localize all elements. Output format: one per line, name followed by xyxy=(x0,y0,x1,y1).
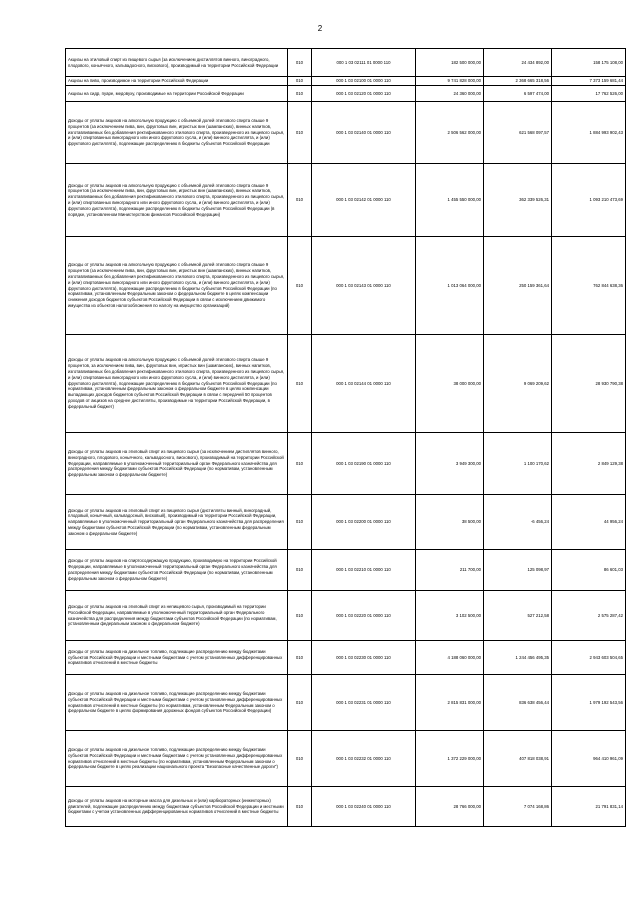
row-classification-code: 000 1 03 02220 01 0000 110 xyxy=(312,591,416,641)
row-executed: 1 100 170,62 xyxy=(484,433,552,495)
row-unexecuted: 964 410 961,09 xyxy=(552,731,626,787)
row-approved: 1 372 229 000,00 xyxy=(416,731,484,787)
row-classification-code: 000 1 03 02140 01 0000 110 xyxy=(312,102,416,164)
row-line-code: 010 xyxy=(288,787,312,827)
row-line-code: 010 xyxy=(288,164,312,237)
row-unexecuted: 762 844 638,36 xyxy=(552,237,626,335)
row-classification-code: 000 1 03 02143 01 0000 110 xyxy=(312,237,416,335)
table-row xyxy=(66,433,626,495)
row-approved: 1 013 064 000,00 xyxy=(416,237,484,335)
row-approved: 1 455 550 000,00 xyxy=(416,164,484,237)
row-classification-code: 000 1 03 02111 01 0000 110 xyxy=(312,49,416,77)
page-number: 2 xyxy=(317,24,323,33)
table-row xyxy=(66,675,626,731)
row-executed: 527 212,58 xyxy=(484,591,552,641)
row-unexecuted: 158 175 108,00 xyxy=(552,49,626,77)
row-executed: 621 568 097,57 xyxy=(484,102,552,164)
row-approved: 182 500 000,00 xyxy=(416,49,484,77)
table-row xyxy=(66,550,626,591)
row-unexecuted: 2 943 603 504,65 xyxy=(552,641,626,675)
row-unexecuted: 86 601,03 xyxy=(552,550,626,591)
row-line-code: 010 xyxy=(288,335,312,433)
row-name: Доходы от уплаты акцизов на алкогольную продукцию с объемной долей этилового спирта свыше 9 процентов (за исключением пива, вин, фруктовых вин, игристых вин (шампанских), винных напитков, изготавливаемых без добавления ректификованного этилового спирта, произведенного из пищевого сырья, и (или) спиртованных виноградного или иного фруктового сусла, и (или) винного дистиллята, и (или) фруктового дистиллята), подлежащие распределению в бюджеты субъектов Российской Федерации (в порядке, установленном Министерством финансов Российской Федерации) xyxy=(66,164,288,237)
row-approved: 2 815 831 000,00 xyxy=(416,675,484,731)
table-row xyxy=(66,641,626,675)
row-name: Акцизы на этиловый спирт из пищевого сырья (за исключением дистиллятов винного, виноградного, плодового, коньячного, кальвадосного, вискового), производимый на территории Российской Федерации xyxy=(66,49,288,77)
table-row xyxy=(66,495,626,550)
row-executed: 125 098,97 xyxy=(484,550,552,591)
row-name: Доходы от уплаты акцизов на алкогольную продукцию с объемной долей этилового спирта свыше 9 процентов (за исключением пива, вин, фруктовых вин, игристых вин (шампанских), винных напитков, изготавливаемых без добавления ректификованного этилового спирта, произведенного из пищевого сырья, и (или) спиртованных виноградного или иного фруктового сусла, и (или) винного дистиллята, и (или) фруктового дистиллята), подлежащие распределению в бюджеты субъектов Российской Федерации xyxy=(66,102,288,164)
row-unexecuted: 28 930 790,38 xyxy=(552,335,626,433)
row-line-code: 010 xyxy=(288,591,312,641)
row-classification-code: 000 1 03 02120 01 0000 110 xyxy=(312,86,416,102)
row-executed: 24 434 892,00 xyxy=(484,49,552,77)
row-unexecuted: 1 884 993 902,43 xyxy=(552,102,626,164)
row-classification-code: 000 1 03 02200 01 0000 110 xyxy=(312,495,416,550)
table-row xyxy=(66,164,626,237)
row-line-code: 010 xyxy=(288,433,312,495)
row-name: Доходы от уплаты акцизов на дизельное топливо, подлежащие распределению между бюджетами субъектов Российской Федерации и местными бюджетами с учетом установленных дифференцированных нормативов отчислений в местные бюджеты (по нормативам, установленным Федеральным законом о федеральном бюджете в целях реализации национального проекта "Безопасные качественные дороги") xyxy=(66,731,288,787)
row-unexecuted: 44 956,24 xyxy=(552,495,626,550)
row-unexecuted: 7 373 159 681,44 xyxy=(552,77,626,86)
row-classification-code: 000 1 03 02240 01 0000 110 xyxy=(312,787,416,827)
row-approved: 3 102 500,00 xyxy=(416,591,484,641)
row-approved: 211 700,00 xyxy=(416,550,484,591)
row-executed: 362 339 526,31 xyxy=(484,164,552,237)
row-name: Доходы от уплаты акцизов на этиловый спирт из непищевого сырья, производимый на территории Российской Федерации, направляемые в уполномоченный территориальный орган Федерального казначейства для распределения между бюджетами субъектов Российской Федерации (по нормативам, установленным федеральным законом о федеральном бюджете) xyxy=(66,591,288,641)
row-line-code: 010 xyxy=(288,77,312,86)
row-unexecuted: 2 575 287,42 xyxy=(552,591,626,641)
row-unexecuted: 21 791 831,14 xyxy=(552,787,626,827)
row-executed: 2 368 665 318,56 xyxy=(484,77,552,86)
row-unexecuted: 1 979 192 543,56 xyxy=(552,675,626,731)
row-approved: 38 000 000,00 xyxy=(416,335,484,433)
table-row xyxy=(66,86,626,102)
row-classification-code: 000 1 03 02231 01 0000 110 xyxy=(312,675,416,731)
table-row xyxy=(66,237,626,335)
table-row xyxy=(66,591,626,641)
row-name: Доходы от уплаты акцизов на дизельное топливо, подлежащие распределению между бюджетами субъектов Российской Федерации и местными бюджетами с учетом установленных дифференцированных нормативов отчислений в местные бюджеты xyxy=(66,641,288,675)
row-classification-code: 000 1 03 02232 01 0000 110 xyxy=(312,731,416,787)
row-classification-code: 000 1 03 02190 01 0000 110 xyxy=(312,433,416,495)
row-executed: 7 074 168,86 xyxy=(484,787,552,827)
table-row xyxy=(66,102,626,164)
row-line-code: 010 xyxy=(288,731,312,787)
row-executed: -6 456,24 xyxy=(484,495,552,550)
row-name: Доходы от уплаты акцизов на этиловый спирт из пищевого сырья (за исключением дистиллятов винного, виноградного, плодового, коньячного, кальвадосного, вискового), производимый на территории Российской Федерации, направляемые в уполномоченный территориальный орган Федерального казначейства для распределения между бюджетами субъектов Российской Федерации (по нормативам, установленным федеральным законом о федеральном бюджете) xyxy=(66,433,288,495)
table-row xyxy=(66,787,626,827)
row-executed: 250 159 361,64 xyxy=(484,237,552,335)
row-executed: 407 818 038,91 xyxy=(484,731,552,787)
row-name: Доходы от уплаты акцизов на дизельное топливо, подлежащие распределению между бюджетами субъектов Российской Федерации и местными бюджетами с учетом установленных дифференцированных нормативов отчислений в местные бюджеты (по нормативам, установленным Федеральным законом о федеральном бюджете в целях формирования дорожных фондов субъектов Российской Федерации) xyxy=(66,675,288,731)
row-name: Доходы от уплаты акцизов на алкогольную продукцию с объемной долей этилового спирта свыше 9 процентов, за исключением пива, вин, фруктовых вин, игристых вин (шампанских), винных напитков, изготавливаемых без добавления ректификованного этилового спирта, произведенного из пищевого сырья, и (или) спиртованных виноградного или иного фруктового сусла, и (или) винного дистиллята, и (или) фруктового дистиллята), подлежащие распределению в бюджеты субъектов Российской Федерации (по нормативам, установленным федеральным законом о федеральном бюджете в целях компенсации выпадающих доходов бюджетов субъектов Российской Федерации в связи с передачей 50 процентов доходов от акцизов на среднее дистилляты, производимые на территории Российской Федерации, в федеральный бюджет) xyxy=(66,335,288,433)
row-classification-code: 000 1 03 02230 01 0000 110 xyxy=(312,641,416,675)
row-approved: 24 360 000,00 xyxy=(416,86,484,102)
row-line-code: 010 xyxy=(288,675,312,731)
row-unexecuted: 1 093 210 473,69 xyxy=(552,164,626,237)
row-name: Акцизы на сидр, пуаре, медовуху, производимые на территории Российской Федерации xyxy=(66,86,288,102)
row-approved: 38 500,00 xyxy=(416,495,484,550)
row-line-code: 010 xyxy=(288,550,312,591)
row-classification-code: 000 1 03 02210 01 0000 110 xyxy=(312,550,416,591)
row-unexecuted: 2 849 129,38 xyxy=(552,433,626,495)
row-name: Доходы от уплаты акцизов на спиртосодержащую продукцию, производимую на территории Российской Федерации, направляемые в уполномоченный территориальный орган Федерального казначейства для распределения между бюджетами субъектов Российской Федерации (по нормативам, установленным федеральным законом о федеральном бюджете) xyxy=(66,550,288,591)
row-approved: 3 949 300,00 xyxy=(416,433,484,495)
row-executed: 6 597 474,00 xyxy=(484,86,552,102)
table-row xyxy=(66,731,626,787)
row-name: Доходы от уплаты акцизов на алкогольную продукцию с объемной долей этилового спирта свыше 9 процентов (за исключением пива, вин, фруктовых вин, игристых вин (шампанских), винных напитков, изготавливаемых без добавления ректификованного этилового спирта, произведенного из пищевого сырья, и (или) спиртованных виноградного или иного фруктового сусла, и (или) винного дистиллята, и (или) фруктового дистиллята), подлежащие распределению в бюджеты субъектов Российской Федерации (по нормативам, установленным Федеральным законом о федеральном бюджете в целях компенсации снижения доходов бюджетов субъектов Российской Федерации в связи с исключением движимого имущества из объектов налогообложения по налогу на имущество организаций) xyxy=(66,237,288,335)
row-executed: 9 069 209,62 xyxy=(484,335,552,433)
row-approved: 2 506 562 000,00 xyxy=(416,102,484,164)
table-row xyxy=(66,335,626,433)
row-line-code: 010 xyxy=(288,237,312,335)
row-classification-code: 000 1 03 02100 01 0000 110 xyxy=(312,77,416,86)
row-classification-code: 000 1 03 02142 01 0000 110 xyxy=(312,164,416,237)
row-unexecuted: 17 762 526,00 xyxy=(552,86,626,102)
table-row xyxy=(66,77,626,86)
row-name: Доходы от уплаты акцизов на этиловый спирт из пищевого сырья (дистилляты винный, виноградный, плодовый, коньячный, кальвадосный, висковый), производимый на территории Российской Федерации, направляемые в уполномоченный территориальный орган Федерального казначейства для распределения между бюджетами субъектов Российской Федерации (по нормативам, установленным федеральным законом о федеральном бюджете) xyxy=(66,495,288,550)
row-approved: 4 188 060 000,00 xyxy=(416,641,484,675)
row-executed: 836 638 456,44 xyxy=(484,675,552,731)
row-line-code: 010 xyxy=(288,641,312,675)
row-line-code: 010 xyxy=(288,49,312,77)
row-line-code: 010 xyxy=(288,86,312,102)
row-classification-code: 000 1 03 02144 01 0000 110 xyxy=(312,335,416,433)
row-approved: 9 741 828 000,00 xyxy=(416,77,484,86)
row-line-code: 010 xyxy=(288,495,312,550)
table-row xyxy=(66,49,626,77)
row-executed: 1 244 456 495,35 xyxy=(484,641,552,675)
row-line-code: 010 xyxy=(288,102,312,164)
row-approved: 28 766 000,00 xyxy=(416,787,484,827)
row-name: Акцизы на пиво, производимое на территории Российской Федерации xyxy=(66,77,288,86)
row-name: Доходы от уплаты акцизов на моторные масла для дизельных и (или) карбюраторных (инжекторных) двигателей, подлежащие распределению между бюджетами субъектов Российской Федерации и местными бюджетами с учетом установленных дифференцированных нормативов отчислений в местные бюджеты xyxy=(66,787,288,827)
income-table xyxy=(65,48,626,827)
